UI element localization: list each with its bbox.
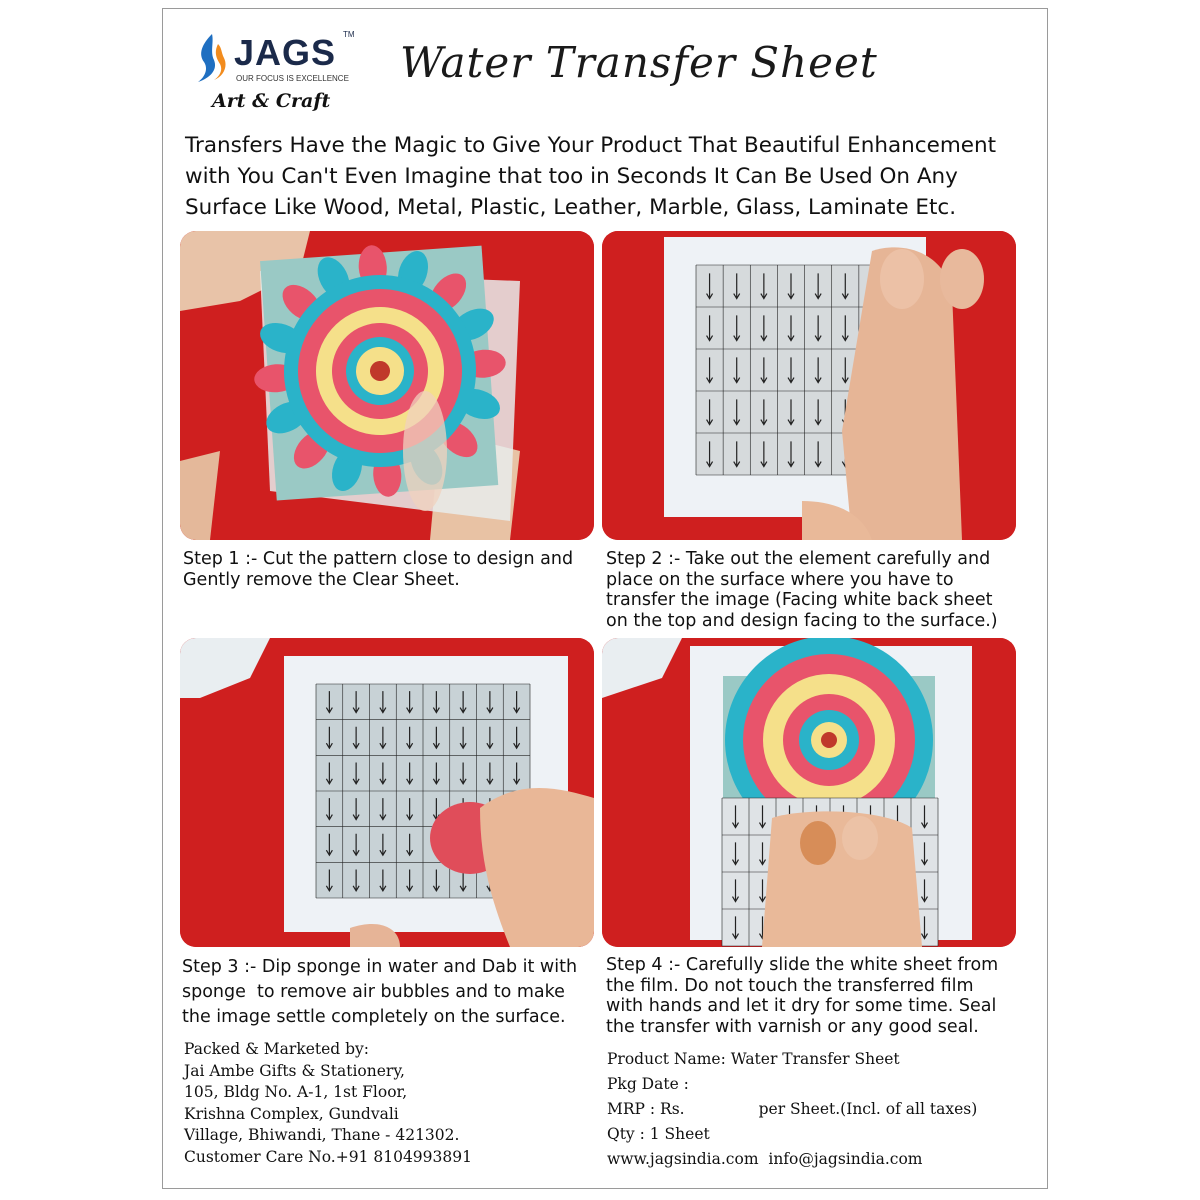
packed-line: Village, Bhiwandi, Thane - 421302. bbox=[184, 1126, 460, 1144]
packed-by-block bbox=[184, 1039, 472, 1168]
slide-sheet-photo bbox=[602, 638, 1016, 947]
step-line: the transfer with varnish or any good seal. bbox=[606, 1016, 979, 1037]
packed-line: Jai Ambe Gifts & Stationery, bbox=[184, 1061, 405, 1080]
packed-line: Packed & Marketed by: bbox=[184, 1040, 370, 1058]
quantity: Qty : 1 Sheet bbox=[607, 1125, 710, 1143]
contact-links: www.jagsindia.com info@jagsindia.com bbox=[607, 1150, 923, 1168]
trademark-mark: TM bbox=[343, 30, 355, 39]
mrp-suffix: per Sheet.(Incl. of all taxes) bbox=[758, 1100, 978, 1118]
brand-logo bbox=[192, 30, 362, 120]
step-line: on the top and design facing to the surface.) bbox=[606, 610, 998, 631]
intro-line: with You Can't Even Imagine that too in Seconds It Can Be Used On Any bbox=[185, 164, 958, 189]
intro-line: Transfers Have the Magic to Give Your Product That Beautiful Enhancement bbox=[185, 133, 997, 158]
step-line: Step 4 :- Carefully slide the white sheet from bbox=[606, 955, 999, 975]
step-line: the image settle completely on the surface. bbox=[182, 1007, 566, 1027]
intro-line: Surface Like Wood, Metal, Plastic, Leather, Marble, Glass, Laminate Etc. bbox=[185, 195, 957, 220]
flame-icon bbox=[192, 32, 226, 84]
mrp-prefix: MRP : Rs. bbox=[607, 1100, 685, 1118]
packed-line: Krishna Complex, Gundvali bbox=[184, 1104, 399, 1123]
step-line: Step 2 :- Take out the element carefully and bbox=[606, 549, 991, 569]
step-1-text bbox=[183, 549, 593, 590]
arrow-grid-sheet-photo bbox=[602, 231, 1016, 540]
intro-text bbox=[185, 130, 1035, 223]
step-3-photo bbox=[180, 638, 594, 947]
pkg-date: Pkg Date : bbox=[607, 1075, 689, 1093]
mandala-transfer-photo bbox=[180, 231, 594, 540]
step-line: Gently remove the Clear Sheet. bbox=[183, 569, 460, 590]
mrp-line bbox=[607, 1097, 977, 1122]
brand-subtitle: Art & Craft bbox=[212, 90, 331, 112]
step-line: sponge to remove air bubbles and to make bbox=[182, 982, 565, 1002]
step-2-photo bbox=[602, 231, 1016, 540]
page-title: Water Transfer Sheet bbox=[400, 38, 878, 87]
packed-line: 105, Bldg No. A-1, 1st Floor, bbox=[184, 1083, 408, 1101]
sponge-dab-photo bbox=[180, 638, 594, 947]
step-4-photo bbox=[602, 638, 1016, 947]
step-3-text bbox=[182, 955, 592, 1030]
brand-name: JAGS bbox=[234, 32, 337, 73]
step-line: Step 3 :- Dip sponge in water and Dab it with bbox=[182, 957, 578, 977]
step-line: place on the surface where you have to bbox=[606, 569, 954, 590]
step-line: transfer the image (Facing white back sheet bbox=[606, 590, 993, 610]
customer-care: Customer Care No.+91 8104993891 bbox=[184, 1147, 472, 1166]
step-4-text bbox=[606, 955, 1016, 1037]
step-line: with hands and let it dry for some time. Seal bbox=[606, 996, 997, 1016]
product-info-block bbox=[607, 1047, 977, 1172]
step-line: Step 1 :- Cut the pattern close to design and bbox=[183, 549, 574, 569]
step-2-text bbox=[606, 549, 1016, 631]
product-name: Product Name: Water Transfer Sheet bbox=[607, 1050, 900, 1068]
brand-tagline: OUR FOCUS IS EXCELLENCE bbox=[236, 74, 349, 83]
step-1-photo bbox=[180, 231, 594, 540]
step-line: the film. Do not touch the transferred film bbox=[606, 975, 974, 996]
